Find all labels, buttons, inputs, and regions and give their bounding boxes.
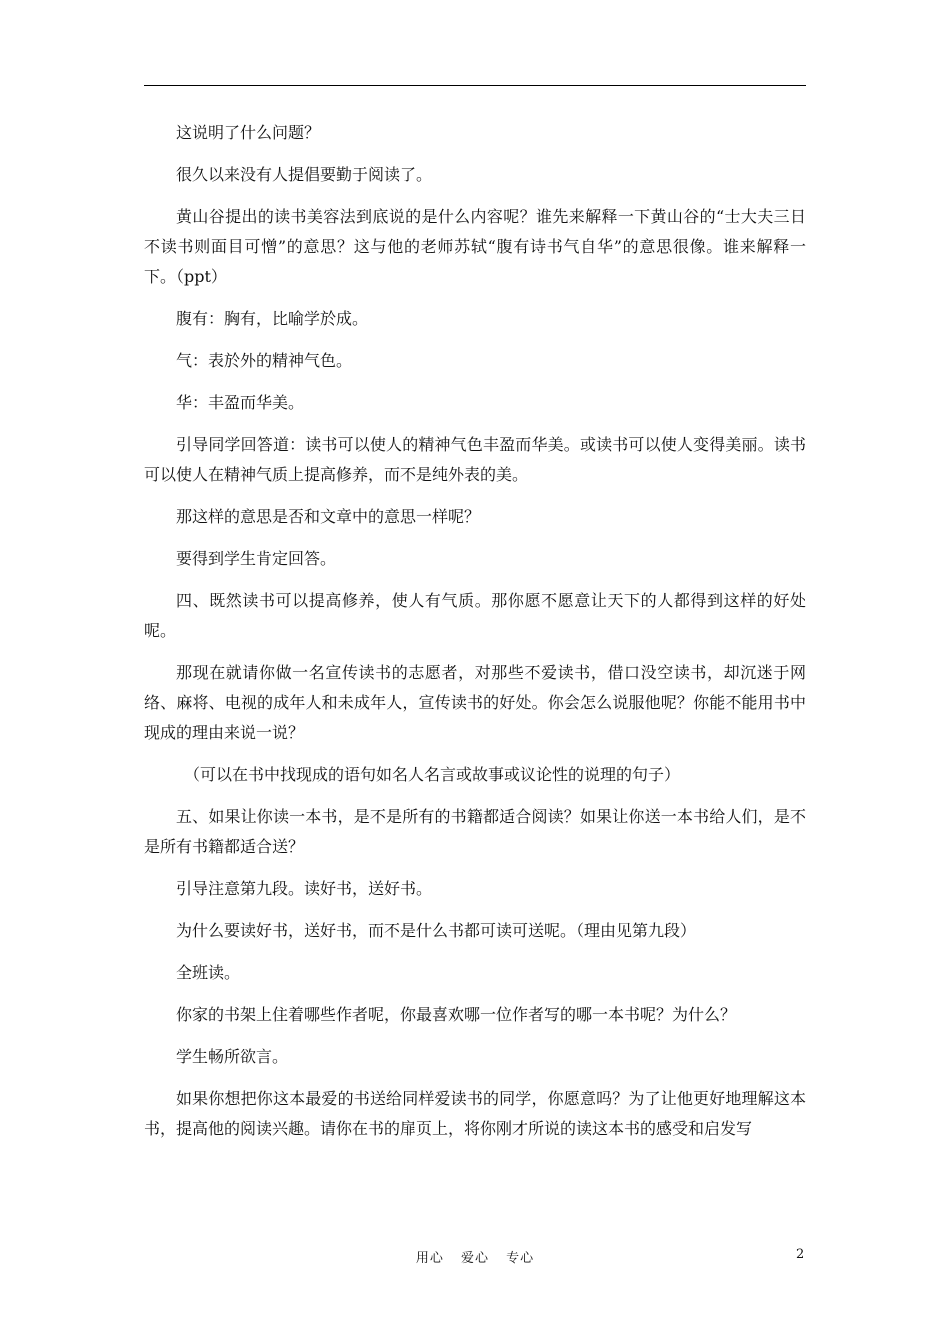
footer-motto: 用心 爱心 专心: [415, 1251, 535, 1266]
paragraph-15: 为什么要读好书，送好书，而不是什么书都可读可送呢。（理由见第九段）: [176, 921, 697, 940]
paragraph-4: 腹有：胸有，比喻学於成。: [176, 309, 369, 328]
paragraph-19: 如果你想把你这本最爱的书送给同样爱读书的同学，你愿意吗？为了让他更好地理解这本书，提高他的阅读兴趣。请你在书的扉页上，将你刚才所说的读这本书的感受和启发写: [144, 1089, 806, 1138]
paragraph-9: 要得到学生肯定回答。: [176, 549, 337, 568]
paragraph-2: 很久以来没有人提倡要勤于阅读了。: [176, 165, 433, 184]
paragraph-8: 那这样的意思是否和文章中的意思一样呢？: [176, 507, 481, 526]
paragraph-11: 那现在就请你做一名宣传读书的志愿者，对那些不爱读书，借口没空读书，却沉迷于网络、麻将、电视的成年人和未成年人，宣传读书的好处。你会怎么说服他呢？你能不能用书中现成的理由来说一说？: [144, 663, 806, 742]
paragraph-1: 这说明了什么问题？: [176, 123, 321, 142]
paragraph-3: 黄山谷提出的读书美容法到底说的是什么内容呢？谁先来解释一下黄山谷的“士大夫三日不读书则面目可憎”的意思？这与他的老师苏轼“腹有诗书气自华”的意思很像。谁来解释一下。（ppt）: [144, 207, 806, 286]
paragraph-14: 引导注意第九段。读好书，送好书。: [176, 879, 433, 898]
paragraph-17: 你家的书架上住着哪些作者呢，你最喜欢哪一位作者写的哪一本书呢？为什么？: [176, 1005, 737, 1024]
paragraph-18: 学生畅所欲言。: [176, 1047, 289, 1066]
header-rule: [144, 85, 806, 86]
paragraph-13: 五、如果让你读一本书，是不是所有的书籍都适合阅读？如果让你送一本书给人们，是不是所有书籍都适合送？: [144, 807, 806, 856]
paragraph-6: 华：丰盈而华美。: [176, 393, 305, 412]
paragraph-12: （可以在书中找现成的语句如名人名言或故事或议论性的说理的句子）: [184, 765, 681, 784]
page-number: 2: [796, 1247, 805, 1262]
paragraph-7: 引导同学回答道：读书可以使人的精神气色丰盈而华美。或读书可以使人变得美丽。读书可以使人在精神气质上提高修养，而不是纯外表的美。: [144, 435, 806, 484]
paragraph-5: 气：表於外的精神气色。: [176, 351, 353, 370]
document-body: [144, 118, 806, 1156]
paragraph-10: 四、既然读书可以提高修养，使人有气质。那你愿不愿意让天下的人都得到这样的好处呢。: [144, 591, 806, 640]
paragraph-16: 全班读。: [176, 963, 241, 982]
